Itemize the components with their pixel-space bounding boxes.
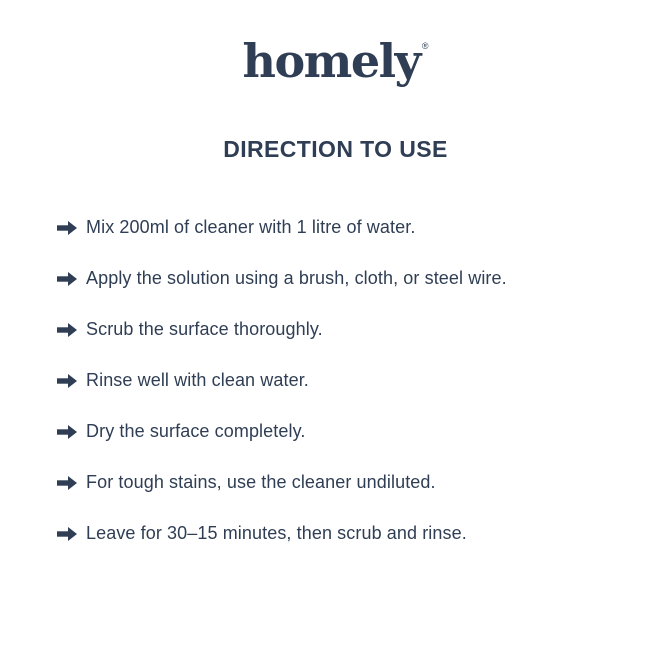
direction-text: Leave for 30–15 minutes, then scrub and rinse. <box>86 522 467 543</box>
list-item <box>57 253 651 304</box>
direction-text: Apply the solution using a brush, cloth, or steel wire. <box>86 267 507 288</box>
direction-text: Dry the surface completely. <box>86 420 306 441</box>
list-item <box>57 508 651 559</box>
registered-trademark-icon: ® <box>421 41 429 51</box>
page-title: DIRECTION TO USE <box>223 136 448 162</box>
arrow-right-icon <box>57 476 77 490</box>
brand-logo-text: homely <box>242 34 420 88</box>
direction-text: For tough stains, use the cleaner undiluted. <box>86 471 436 492</box>
arrow-right-icon <box>57 527 77 541</box>
list-item <box>57 355 651 406</box>
list-item <box>57 202 651 253</box>
arrow-right-icon <box>57 221 77 235</box>
list-item <box>57 457 651 508</box>
direction-text: Scrub the surface thoroughly. <box>86 318 323 339</box>
direction-text: Rinse well with clean water. <box>86 369 309 390</box>
brand-logo <box>0 34 671 89</box>
list-item <box>57 304 651 355</box>
arrow-right-icon <box>57 374 77 388</box>
arrow-right-icon <box>57 425 77 439</box>
arrow-right-icon <box>57 272 77 286</box>
directions-list <box>57 202 651 559</box>
arrow-right-icon <box>57 323 77 337</box>
direction-text: Mix 200ml of cleaner with 1 litre of water. <box>86 216 416 237</box>
list-item <box>57 406 651 457</box>
